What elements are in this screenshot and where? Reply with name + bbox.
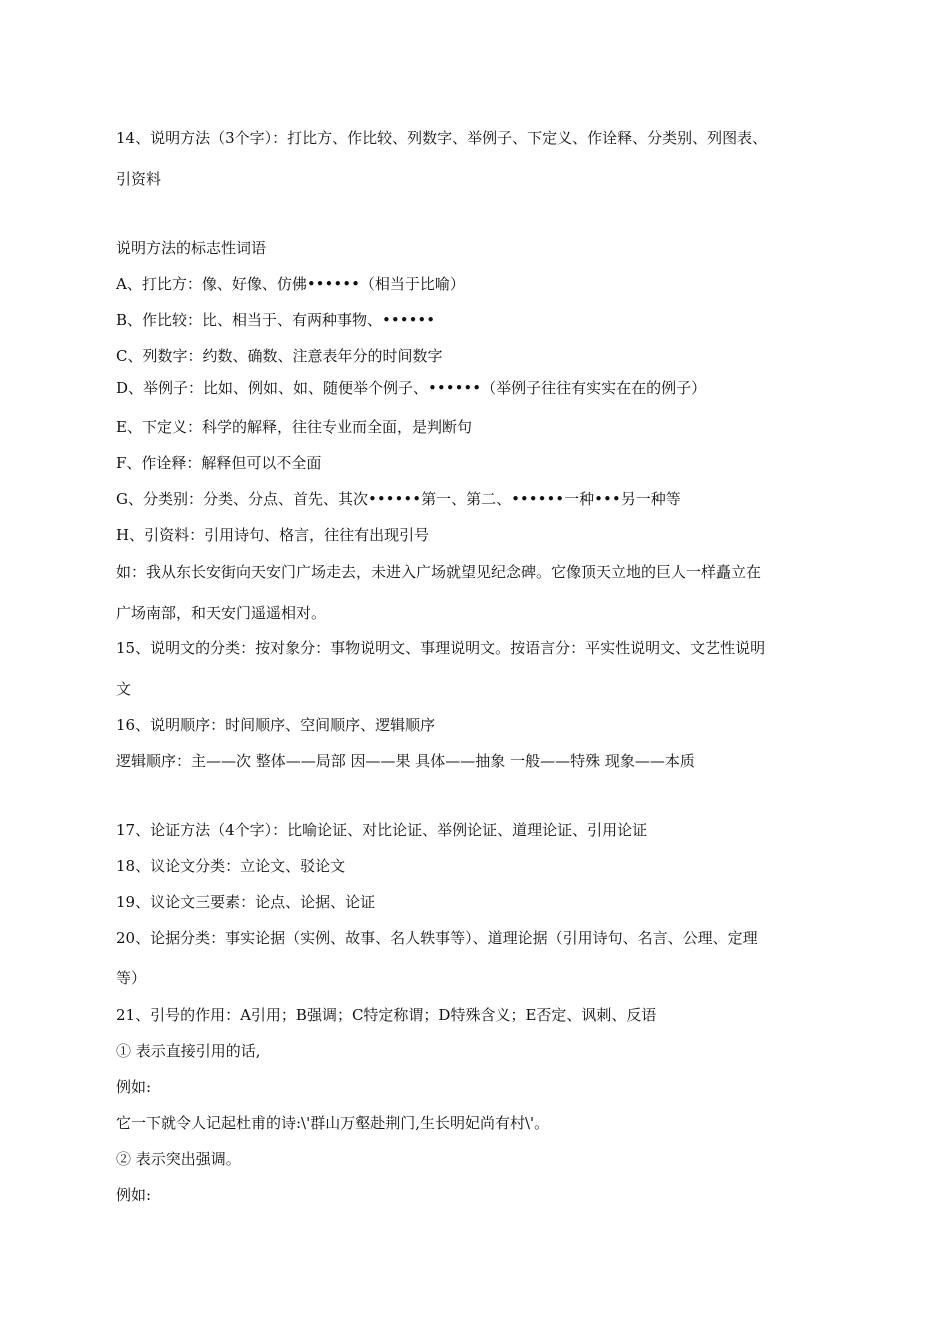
marker-e-definition: E、下定义：科学的解释，往往专业而全面，是判断句 (116, 418, 472, 436)
marker-d-examples: D、举例子：比如、例如、如、随便举个例子、••••••（举例子往往有实实在在的例子） (116, 379, 707, 397)
item-15-classification: 15、说明文的分类：按对象分：事物说明文、事理说明文。按语言分：平实性说明文、文艺性说明 (116, 639, 766, 657)
item-16-order: 16、说明顺序：时间顺序、空间顺序、逻辑顺序 (116, 716, 436, 734)
marker-words-heading: 说明方法的标志性词语 (116, 239, 267, 257)
marker-a-analogy: A、打比方：像、好像、仿佛••••••（相当于比喻） (116, 275, 465, 293)
item-14-explanation-methods: 14、说明方法（3个字）：打比方、作比较、列数字、举例子、下定义、作诠释、分类别、列图表、 (116, 129, 768, 147)
item-14-continuation: 引资料 (116, 170, 162, 188)
item-20-evidence-types: 20、论据分类：事实论据（实例、故事、名人轶事等）、道理论据（引用诗句、名言、公理、定理 (116, 929, 758, 947)
marker-c-numbers: C、列数字：约数、确数、注意表年分的时间数字 (116, 347, 443, 365)
usage-2-example-label: 例如: (116, 1186, 152, 1204)
marker-g-classification: G、分类别：分类、分点、首先、其次••••••第一、第二、••••••一种•••另一种等 (116, 490, 681, 508)
item-18-essay-types: 18、议论文分类：立论文、驳论文 (116, 857, 346, 875)
logical-order-line: 逻辑顺序：主——次 整体——局部 因——果 具体——抽象 一般——特殊 现象——本质 (116, 752, 695, 770)
marker-b-comparison: B、作比较：比、相当于、有两种事物、•••••• (116, 311, 436, 329)
example-paragraph: 如：我从东长安街向天安门广场走去，未进入广场就望见纪念碑。它像顶天立地的巨人一样矗立在 (116, 563, 762, 581)
item-21-quotation-marks: 21、引号的作用：A引用；B强调；C特定称谓；D特殊含义；E否定、讽刺、反语 (116, 1006, 657, 1024)
usage-2-emphasis: ② 表示突出强调。 (116, 1150, 241, 1168)
item-19-three-elements: 19、议论文三要素：论点、论据、论证 (116, 893, 376, 911)
item-17-argument-methods: 17、论证方法（4个字）：比喻论证、对比论证、举例论证、道理论证、引用论证 (116, 821, 648, 839)
usage-1-example-label: 例如: (116, 1078, 152, 1096)
marker-f-interpretation: F、作诠释：解释但可以不全面 (116, 454, 322, 472)
marker-h-citation: H、引资料：引用诗句、格言，往往有出现引号 (116, 526, 430, 544)
example-paragraph-continuation: 广场南部，和天安门遥遥相对。 (116, 604, 327, 622)
item-20-continuation: 等） (116, 969, 147, 987)
usage-1-direct-quote: ① 表示直接引用的话, (116, 1042, 261, 1060)
item-15-continuation: 文 (116, 680, 132, 698)
usage-1-example-text: 它一下就令人记起杜甫的诗:\'群山万壑赴荆门,生长明妃尚有村\'。 (116, 1114, 550, 1132)
